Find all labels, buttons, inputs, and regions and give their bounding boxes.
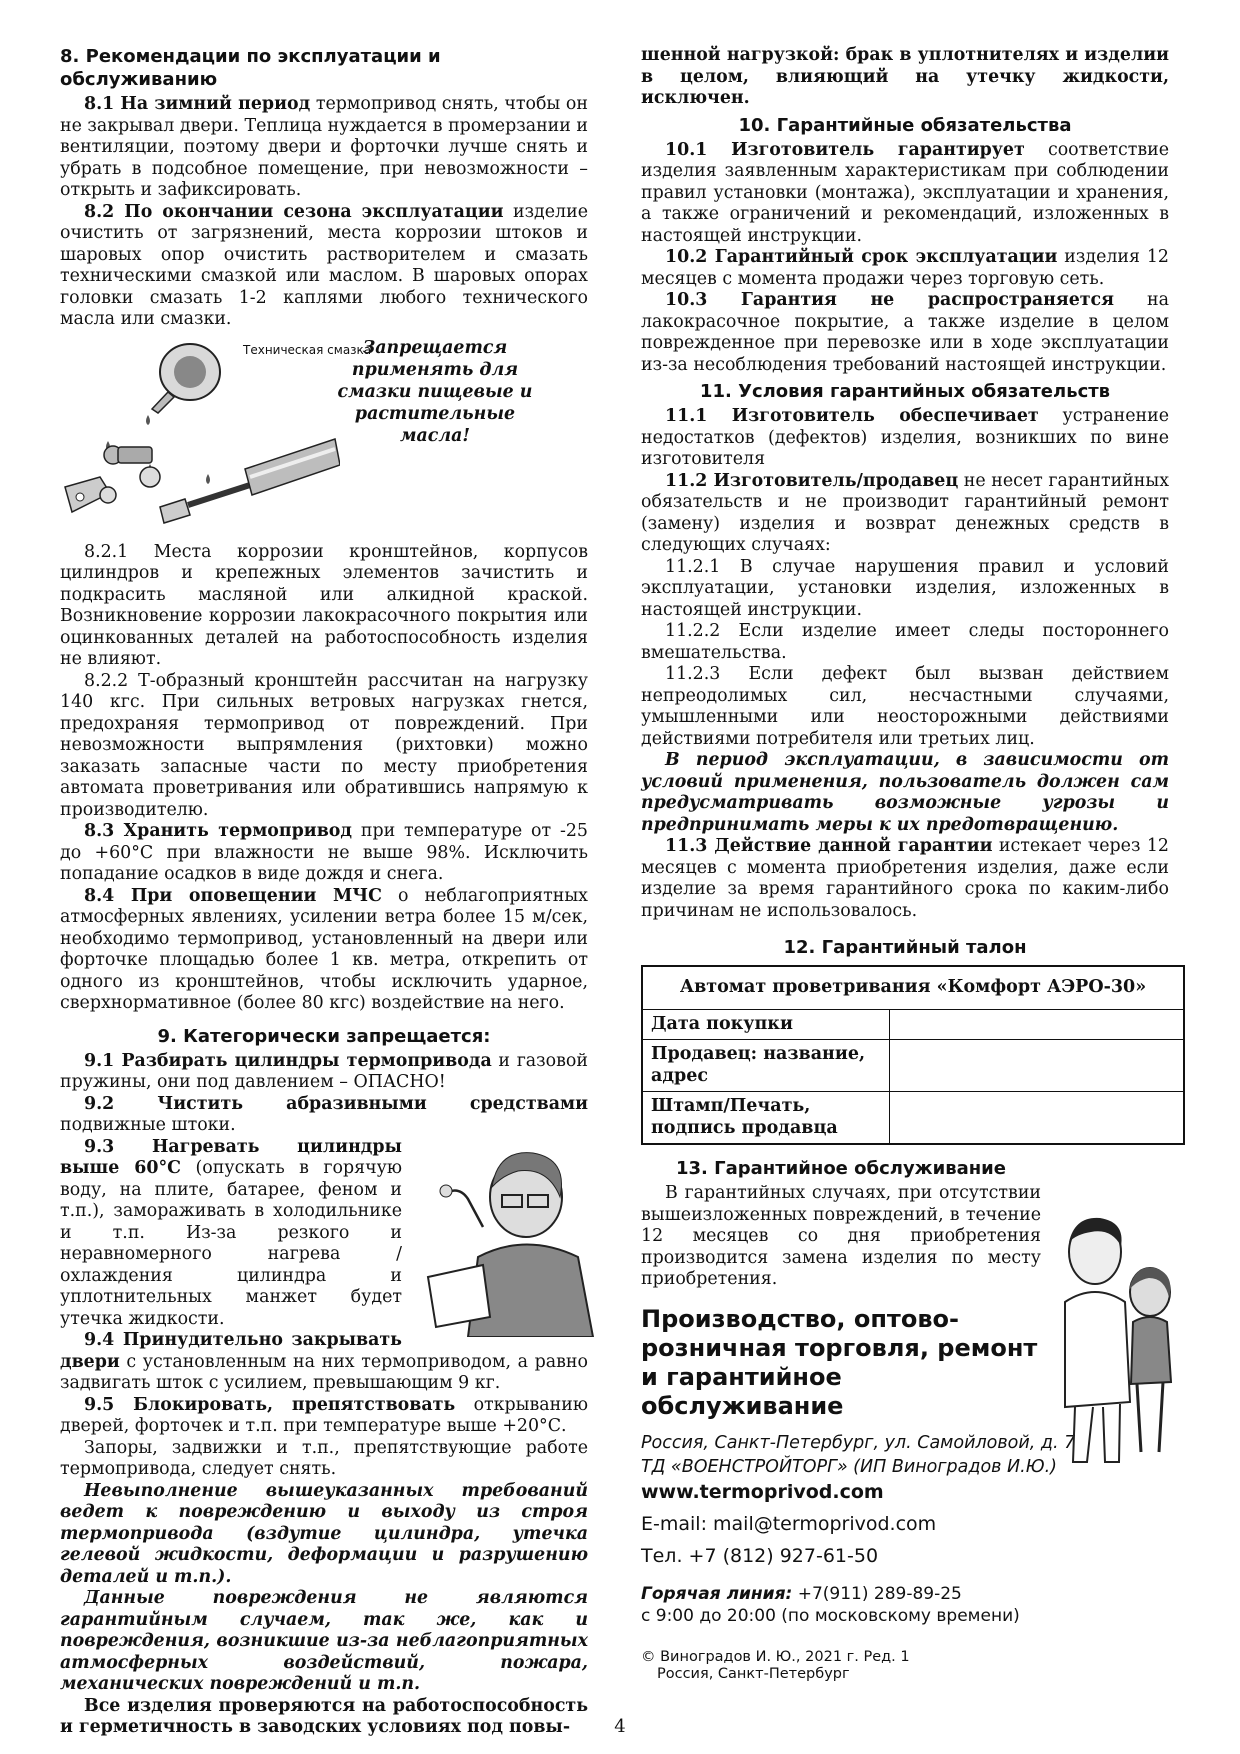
- warranty-card-title: Автомат проветривания «Комфорт АЭРО-30»: [643, 967, 1183, 1010]
- company-name-line: ТД «ВОЕНСТРОЙТОРГ» (ИП Виноградов И.Ю.): [641, 1456, 1057, 1477]
- section-11-title: 11. Условия гарантийных обязательств: [699, 381, 1111, 402]
- para-10-1: 10.1 Изготовитель гарантирует соответствие изделия заявленным характеристикам при соблюдении правил установки (монтажа), эксплуатации и хранения, а также ограничений и рекомендаций, изложенных в настоящей инструкции.: [641, 139, 1169, 246]
- section-10-title: 10. Гарантийные обязательства: [738, 114, 1072, 136]
- para-9-5: 9.5 Блокировать, препятствовать открыванию дверей, форточек и т.п. при температуре выше +20°С.: [60, 1394, 588, 1436]
- para-10-2: 10.2 Гарантийный срок эксплуатации изделия 12 месяцев с момента продажи через торговую сеть.: [641, 247, 1170, 289]
- company-services-heading: Производство, оптово-розничная торговля, ремонт и гарантийное обслуживание: [641, 1304, 1038, 1420]
- para-11-2-2: 11.2.2 Если изделие имеет следы постороннего вмешательства.: [641, 621, 1169, 663]
- couple-illustration: [1045, 1212, 1195, 1472]
- lube-label: Техническая смазка: [243, 342, 372, 357]
- para-continued: шенной нагрузкой: брак в уплотнителях и изделии в целом, влияющий на утечку жидкости, исключен.: [641, 45, 1169, 108]
- woman-reading-illustration: [408, 1137, 596, 1337]
- left-column: [60, 45, 588, 1739]
- para-warning-2: Данные повреждения не являются гарантийным случаем, так же, как и повреждения, возникшие из-за неблагоприятных атмосферных воздействий, пожара, механических повреждений и т.п.: [60, 1588, 588, 1694]
- row-label-stamp: Штамп/Печать, подпись продавца: [643, 1092, 890, 1143]
- para-10-3: 10.3 Гарантия не распространяется на лакокрасочное покрытие, а также изделие в целом поврежденное при перевозке или в ходе эксплуатации из-за несоблюдения требований настоящей инструкции.: [641, 290, 1169, 375]
- para-9-2: 9.2 Чистить абразивными средствами подвижные штоки.: [60, 1093, 588, 1135]
- section-9-title: 9. Категорически запрещается:: [157, 1025, 491, 1047]
- para-8-2: 8.2 По окончании сезона эксплуатации изделие очистить от загрязнений, места коррозии штоков и шаровых опор очистить растворителем и смазать техническими смазкой или маслом. В шаровых опорах головки смазать 1-2 каплями любого технического масла или смазки.: [60, 201, 588, 329]
- website-link[interactable]: www.termoprivod.com: [641, 1480, 884, 1503]
- gas-spring-illustration: [60, 337, 340, 532]
- table-row: [643, 1092, 1183, 1143]
- para-8-2-2: 8.2.2 Т-образный кронштейн рассчитан на нагрузку 140 кгс. При сильных ветровых нагрузках гнется, предохраняя термопривод от повреждений. При невозможности выпрямления (рихтовки) можно заказать запасные части по месту приобретения автомата проветривания или обратившись напрямую к производителю.: [60, 670, 588, 820]
- address-line: Россия, Санкт-Петербург, ул. Самойловой, д. 7: [641, 1432, 1076, 1453]
- section-8-title: 8. Рекомендации по эксплуатации и обслуживанию: [60, 46, 441, 90]
- table-row: [643, 1010, 1183, 1041]
- para-warning-1: Невыполнение вышеуказанных требований ведет к повреждению и выходу из строя термопривода (вздутие цилиндра, утечка гелевой жидкости, деформации и разрушению деталей и т.п.).: [60, 1480, 588, 1587]
- section-13-title: 13. Гарантийное обслуживание: [675, 1158, 1006, 1179]
- para-period: В период эксплуатации, в зависимости от условий применения, пользователь должен сам предусматривать возможные угрозы и предпринимать меры к их предотвращению.: [641, 750, 1169, 835]
- para-11-2-3: 11.2.3 Если дефект был вызван действием непреодолимых сил, несчастными случаями, умышленными или неосторожными действиями действиями потребителя или третьих лиц.: [641, 664, 1169, 749]
- para-locks: Запоры, задвижки и т.п., препятствующие работе термопривода, следует снять.: [60, 1437, 588, 1479]
- para-11-2: 11.2 Изготовитель/продавец не несет гарантийных обязательств и не производит гарантийный ремонт (замену) изделия и возврат денежных средств в следующих случаях:: [641, 470, 1169, 555]
- stamp-field[interactable]: [890, 1092, 1183, 1143]
- para-11-3: 11.3 Действие данной гарантии истекает через 12 месяцев с момента приобретения изделия, даже если изделие за время гарантийного срока по каким-либо причинам не использовалось.: [641, 836, 1169, 921]
- purchase-date-field[interactable]: [890, 1010, 1183, 1040]
- para-8-1: 8.1 На зимний период термопривод снять, чтобы он не закрывал двери. Теплица нуждается в промерзании и вентиляции, поэтому двери и форточки лучше снять и убрать в подсобное помещение, при невозможности – открыть и зафиксировать.: [60, 94, 588, 200]
- page-number: 4: [614, 1716, 626, 1737]
- lubrication-illustration: [60, 337, 588, 532]
- para-final: Все изделия проверяются на работоспособность и герметичность в заводских условиях под повы-: [60, 1695, 588, 1737]
- para-8-2-1: 8.2.1 Места коррозии кронштейнов, корпусов цилиндров и крепежных элементов зачистить и подкрасить масляной или алкидной краской. Возникновение коррозии лакокрасочного покрытия или оцинкованных деталей на работоспособность изделия не влияют.: [60, 541, 588, 669]
- para-9-3: 9.3 Нагревать цилиндры выше 60°С (опускать в горячую воду, на плите, батарее, феном и т.п.), замораживать в холодильнике и т.п. Из-за резкого и неравномерного нагрева /охлаждения цилиндра и уплотнительных манжет будет утечка жидкости.: [60, 1136, 402, 1329]
- hotline: Горячая линия: +7(911) 289-89-25 с 9:00 до 20:00 (по московскому времени): [641, 1583, 1020, 1626]
- row-label-purchase-date: Дата покупки: [643, 1010, 890, 1040]
- copyright: © Виноградов И. Ю., 2021 г. Ред. 1 Россия, Санкт-Петербург: [641, 1648, 910, 1682]
- para-9-1: 9.1 Разбирать цилиндры термопривода и газовой пружины, они под давлением – ОПАСНО!: [60, 1050, 588, 1092]
- row-label-seller: Продавец: название, адрес: [643, 1040, 890, 1091]
- para-9-4: 9.4 Принудительно закрывать двери с установленным на них термоприводом, а равно задвигать шток с усилием, превышающим 9 кг.: [60, 1330, 588, 1393]
- section-12-title: 12. Гарантийный талон: [783, 937, 1027, 958]
- warranty-card-table: [641, 965, 1185, 1145]
- para-13: В гарантийных случаях, при отсутствии вышеизложенных повреждений, в течение 12 месяцев со дня приобретения производится замена изделия по месту приобретения.: [641, 1183, 1041, 1289]
- para-11-2-1: 11.2.1 В случае нарушения правил и условий эксплуатации, установки изделия, изложенных в настоящей инструкции.: [641, 556, 1169, 620]
- para-11-1: 11.1 Изготовитель обеспечивает устранение недостатков (дефектов) изделия, возникших по вине изготовителя: [641, 406, 1169, 469]
- para-8-3: 8.3 Хранить термопривод при температуре от -25 до +60°С при влажности не выше 98%. Исключить попадание осадков в виде дождя и снега.: [60, 821, 588, 884]
- seller-field[interactable]: [890, 1040, 1183, 1091]
- lubrication-warning: Запрещается применять для смазки пищевые и растительные масла!: [337, 337, 533, 446]
- email-line[interactable]: E-mail: mail@termoprivod.com: [641, 1512, 937, 1535]
- phone-line[interactable]: Тел. +7 (812) 927-61-50: [641, 1544, 879, 1567]
- table-row: [643, 1040, 1183, 1092]
- para-8-4: 8.4 При оповещении МЧС о неблагоприятных атмосферных явлениях, усилении ветра более 15 м/сек, необходимо термопривод, установленный на двери или форточке площадью более 1 кв. метра, открепить от одного из кронштейнов, чтобы исключить ударное, сверхнормативное (более 80 кгс) воздействие на него.: [60, 885, 588, 1013]
